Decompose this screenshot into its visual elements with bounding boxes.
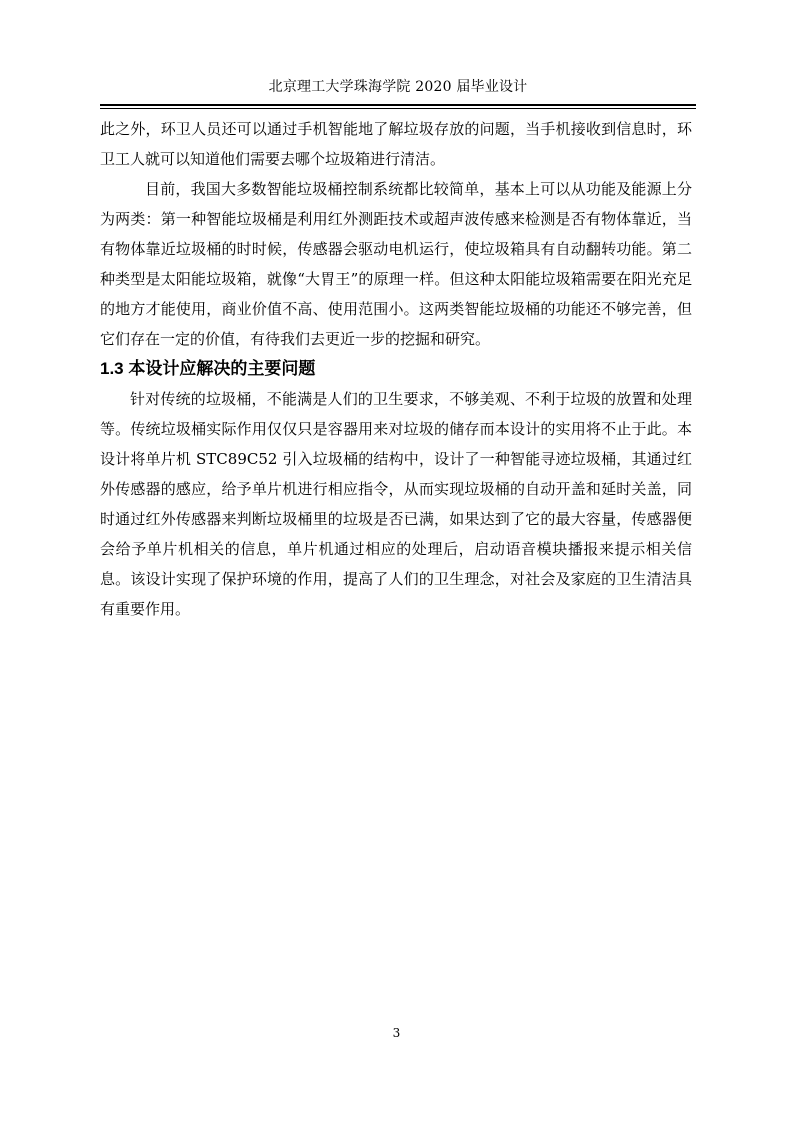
- paragraph-continuation: 此之外，环卫人员还可以通过手机智能地了解垃圾存放的问题，当手机接收到信息时，环卫工人就可以知道他们需要去哪个垃圾箱进行清洁。: [100, 120, 692, 168]
- page-header: 北京理工大学珠海学院 2020 届毕业设计: [268, 79, 528, 95]
- header-rule-secondary: [100, 108, 696, 109]
- document-body: [100, 114, 692, 624]
- paragraph-current-status: 目前，我国大多数智能垃圾桶控制系统都比较简单，基本上可以从功能及能源上分为两类：第一种智能垃圾桶是利用红外测距技术或超声波传感来检测是否有物体靠近，当有物体靠近垃圾桶的时时候，传感器会驱动电机运行，使垃圾箱具有自动翻转功能。第二种类型是太阳能垃圾箱，就像“大胃王”的原理一样。但这种太阳能垃圾箱需要在阳光充足的地方才能使用，商业价值不高、使用范围小。这两类智能垃圾桶的功能还不够完善，但它们存在一定的价值，有待我们去更近一步的挖掘和研究。: [100, 180, 692, 348]
- section-heading: 1.3 本设计应解决的主要问题: [100, 359, 316, 378]
- page-number: 3: [392, 1026, 401, 1040]
- paragraph-design-problem: 针对传统的垃圾桶，不能满是人们的卫生要求，不够美观、不利于垃圾的放置和处理等。传统垃圾桶实际作用仅仅只是容器用来对垃圾的储存而本设计的实用将不止于此。本设计将单片机 STC89C52 引入垃圾桶的结构中，设计了一种智能寻迹垃圾桶，其通过红外传感器的感应，给予单片机进行相应指令，从而实现垃圾桶的自动开盖和延时关盖，同时通过红外传感器来判断垃圾桶里的垃圾是否已满，如果达到了它的最大容量，传感器便会给予单片机相关的信息，单片机通过相应的处理后，启动语音模块播报来提示相关信息。该设计实现了保护环境的作用，提高了人们的卫生理念，对社会及家庭的卫生清洁具有重要作用。: [100, 390, 692, 618]
- header-rule: [100, 104, 696, 106]
